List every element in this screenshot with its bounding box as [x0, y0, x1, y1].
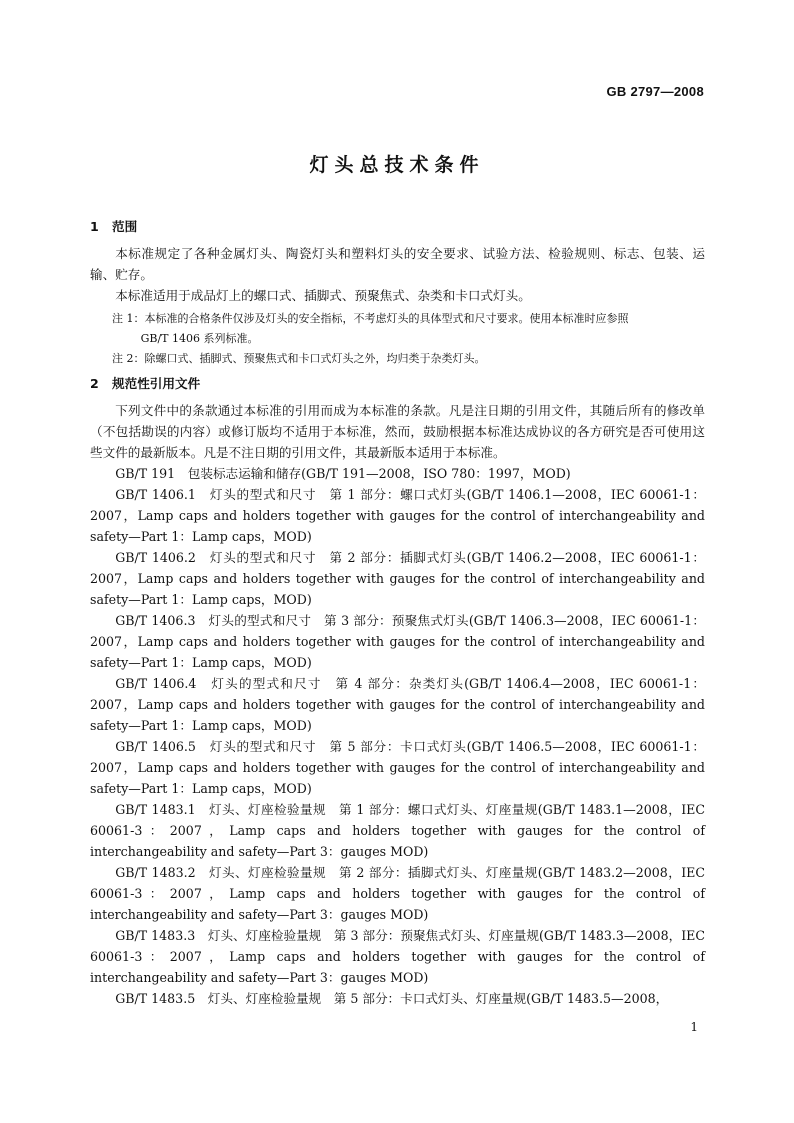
scope-paragraph: 本标准适用于成品灯上的螺口式、插脚式、预聚焦式、杂类和卡口式灯头。: [115, 288, 531, 303]
reference-item: GB/T 1406.3 灯头的型式和尺寸 第 3 部分：预聚焦式灯头(GB/T 1406.3—2008，IEC 60061-1：2007，Lamp caps and holders together with gauges for the control of interchangeability and safety—Part 1：Lamp caps，MOD): [90, 613, 705, 670]
note-2: 注 2：除螺口式、插脚式、预聚焦式和卡口式灯头之外，均归类于杂类灯头。: [112, 352, 486, 365]
section-2-heading: [90, 373, 705, 394]
reference-item: GB/T 1406.5 灯头的型式和尺寸 第 5 部分：卡口式灯头(GB/T 1406.5—2008，IEC 60061-1：2007，Lamp caps and holders together with gauges for the control of interchangeability and safety—Part 1：Lamp caps，MOD): [90, 739, 705, 796]
note-1-continued: GB/T 1406 系列标准。: [140, 332, 259, 345]
reference-item: GB/T 191 包装标志运输和储存(GB/T 191—2008，ISO 780：1997，MOD): [115, 466, 571, 481]
reference-item: GB/T 1406.2 灯头的型式和尺寸 第 2 部分：插脚式灯头(GB/T 1406.2—2008，IEC 60061-1：2007，Lamp caps and holders together with gauges for the control of interchangeability and safety—Part 1：Lamp caps，MOD): [90, 550, 705, 607]
section-number: 1: [90, 219, 99, 234]
reference-item: GB/T 1483.2 灯头、灯座检验量规 第 2 部分：插脚式灯头、灯座量规(GB/T 1483.2—2008，IEC 60061-3：2007，Lamp caps and holders together with gauges for the control of interchangeability and safety—Part 3：gauges MOD): [90, 865, 705, 922]
scope-paragraph: 本标准规定了各种金属灯头、陶瓷灯头和塑料灯头的安全要求、试验方法、检验规则、标志、包装、运输、贮存。: [90, 246, 705, 282]
reference-item: GB/T 1406.4 灯头的型式和尺寸 第 4 部分：杂类灯头(GB/T 1406.4—2008，IEC 60061-1：2007，Lamp caps and holders together with gauges for the control of interchangeability and safety—Part 1：Lamp caps，MOD): [90, 676, 705, 733]
page-number: 1: [690, 1020, 698, 1034]
standard-number: GB 2797—2008: [606, 84, 704, 99]
document-body: [90, 216, 705, 1009]
reference-item: GB/T 1483.3 灯头、灯座检验量规 第 3 部分：预聚焦式灯头、灯座量规(GB/T 1483.3—2008，IEC 60061-3：2007，Lamp caps and holders together with gauges for the control of interchangeability and safety—Part 3：gauges MOD): [90, 928, 705, 985]
section-title: 规范性引用文件: [112, 376, 201, 391]
document-title: 灯头总技术条件: [309, 154, 485, 176]
note-1: 注 1：本标准的合格条件仅涉及灯头的安全指标，不考虑灯头的具体型式和尺寸要求。使用本标准时应参照: [112, 312, 629, 325]
reference-item: GB/T 1483.1 灯头、灯座检验量规 第 1 部分：螺口式灯头、灯座量规(GB/T 1483.1—2008，IEC 60061-3：2007，Lamp caps and holders together with gauges for the control of interchangeability and safety—Part 3：gauges MOD): [90, 802, 705, 859]
section-number: 2: [90, 376, 99, 391]
section-title: 范围: [112, 219, 138, 234]
reference-item: GB/T 1483.5 灯头、灯座检验量规 第 5 部分：卡口式灯头、灯座量规(GB/T 1483.5—2008，: [115, 991, 669, 1006]
normative-intro: 下列文件中的条款通过本标准的引用而成为本标准的条款。凡是注日期的引用文件，其随后所有的修改单（不包括勘误的内容）或修订版均不适用于本标准，然而，鼓励根据本标准达成协议的各方研究是否可使用这些文件的最新版本。凡是不注日期的引用文件，其最新版本适用于本标准。: [90, 403, 705, 460]
reference-item: GB/T 1406.1 灯头的型式和尺寸 第 1 部分：螺口式灯头(GB/T 1406.1—2008，IEC 60061-1：2007，Lamp caps and holders together with gauges for the control of interchangeability and safety—Part 1：Lamp caps，MOD): [90, 487, 705, 544]
section-1-heading: [90, 216, 705, 237]
